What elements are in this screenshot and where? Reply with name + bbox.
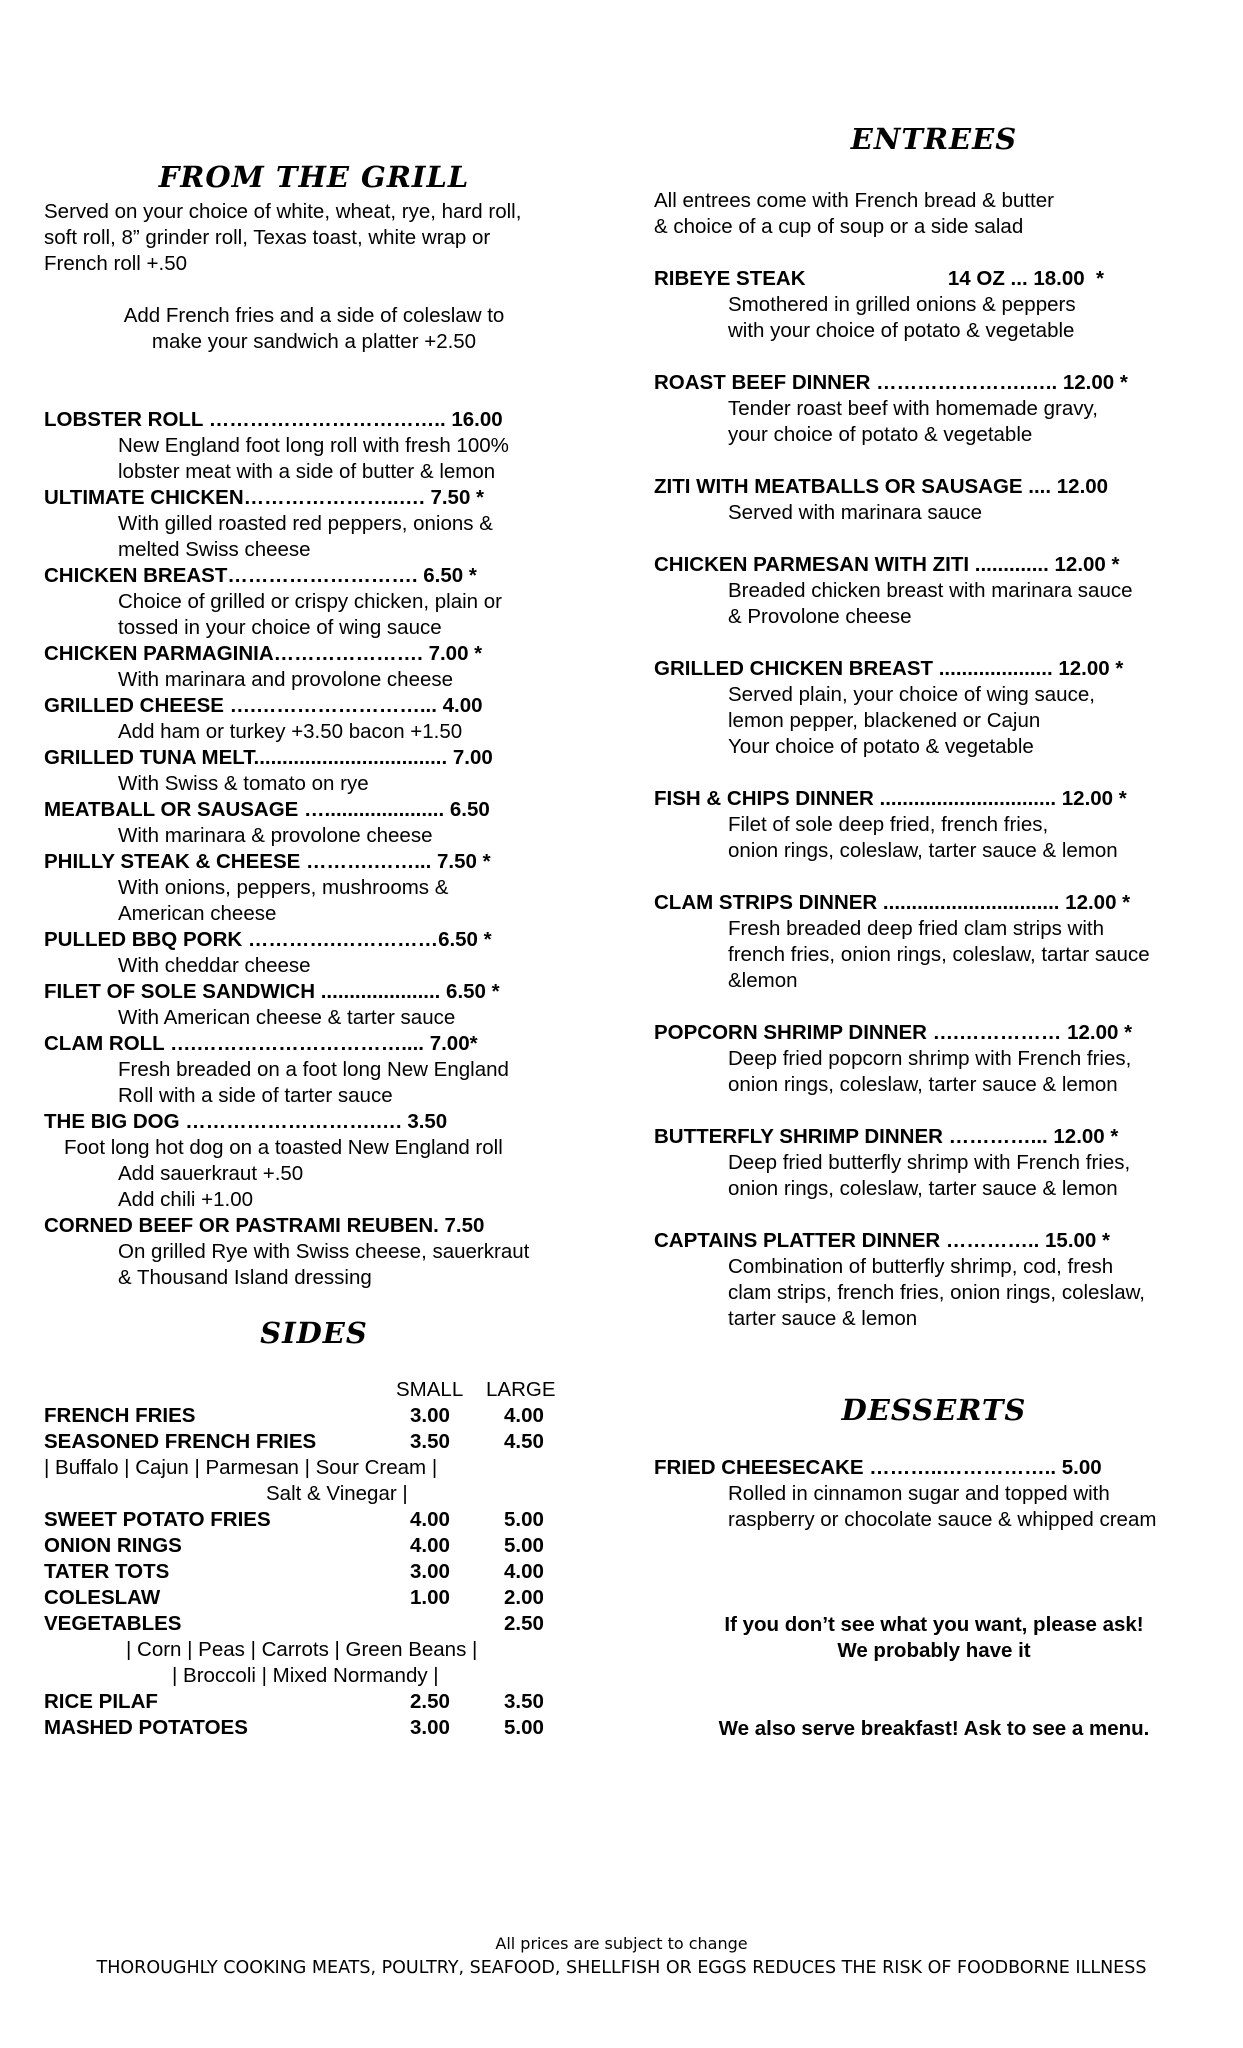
entree-desc: Smothered in grilled onions & peppers [728, 293, 1076, 316]
entree-desc: onion rings, coleslaw, tarter sauce & lemon [728, 1073, 1118, 1096]
entree-ribeye-steak: RIBEYE STEAK 14 OZ ... 18.00 * [654, 267, 1104, 290]
side-name: SEASONED FRENCH FRIES [44, 1430, 317, 1453]
side-name: COLESLAW [44, 1586, 161, 1609]
side-price-small: 1.00 [410, 1586, 450, 1609]
item-desc: Fresh breaded on a foot long New England [118, 1058, 509, 1081]
entree-desc: Served plain, your choice of wing sauce, [728, 683, 1095, 706]
side-price-large: 2.00 [504, 1586, 544, 1609]
side-price-small: 3.00 [410, 1404, 450, 1427]
item-desc: With Swiss & tomato on rye [118, 772, 369, 795]
grill-heading: FROM THE GRILL [158, 160, 470, 194]
item-desc: Add ham or turkey +3.50 bacon +1.50 [118, 720, 463, 743]
grill-intro-2: soft roll, 8” grinder roll, Texas toast, white wrap or [44, 226, 491, 249]
dessert-desc: raspberry or chocolate sauce & whipped cream [728, 1508, 1157, 1531]
menu-item-ultimate-chicken: ULTIMATE CHICKEN…………………..…. 7.50 * [44, 486, 485, 509]
dessert-fried-cheesecake: FRIED CHEESECAKE ………..…………….. 5.00 [654, 1456, 1102, 1479]
entree-desc: Fresh breaded deep fried clam strips with [728, 917, 1105, 940]
item-desc: Foot long hot dog on a toasted New England roll [64, 1136, 503, 1159]
side-name: TATER TOTS [44, 1560, 170, 1583]
entree-desc: tarter sauce & lemon [728, 1307, 918, 1330]
entree-desc: onion rings, coleslaw, tarter sauce & lemon [728, 839, 1118, 862]
item-desc: New England foot long roll with fresh 100% [118, 434, 509, 457]
sides-heading: SIDES [260, 1316, 368, 1350]
menu-item-meatball-or-sausage: MEATBALL OR SAUSAGE …..................... 6.50 [44, 798, 490, 821]
side-price-small: 2.50 [410, 1690, 450, 1713]
menu-item-chicken-breast: CHICKEN BREAST………………………. 6.50 * [44, 564, 477, 587]
item-desc: & Thousand Island dressing [118, 1266, 372, 1289]
side-name: FRENCH FRIES [44, 1404, 196, 1427]
veg-options-1: | Corn | Peas | Carrots | Green Beans | [126, 1638, 478, 1661]
ask-note-1: If you don’t see what you want, please ask! [724, 1613, 1144, 1636]
item-add: Add sauerkraut +.50 [118, 1162, 304, 1185]
entrees-intro-2: & choice of a cup of soup or a side salad [654, 215, 1024, 238]
side-price-small: 4.00 [410, 1534, 450, 1557]
side-name: SWEET POTATO FRIES [44, 1508, 271, 1531]
platter-note-2: make your sandwich a platter +2.50 [151, 330, 477, 353]
menu-item-big-dog: THE BIG DOG ……………………….…. 3.50 [44, 1110, 448, 1133]
entree-desc: clam strips, french fries, onion rings, coleslaw, [728, 1281, 1145, 1304]
side-price-small: 3.00 [410, 1560, 450, 1583]
item-desc: American cheese [118, 902, 277, 925]
side-price-small: 4.00 [410, 1508, 450, 1531]
item-desc: With gilled roasted red peppers, onions & [118, 512, 493, 535]
side-price-large: 4.00 [504, 1560, 544, 1583]
dessert-desc: Rolled in cinnamon sugar and topped with [728, 1482, 1110, 1505]
entree-captains-platter: CAPTAINS PLATTER DINNER ………….. 15.00 * [654, 1229, 1110, 1252]
entree-desc: Served with marinara sauce [728, 501, 983, 524]
breakfast-note: We also serve breakfast! Ask to see a menu. [718, 1717, 1150, 1740]
grill-intro-3: French roll +.50 [44, 252, 187, 275]
entree-desc: your choice of potato & vegetable [728, 423, 1033, 446]
entree-clam-strips: CLAM STRIPS DINNER ............................... 12.00 * [654, 891, 1131, 914]
side-name: RICE PILAF [44, 1690, 158, 1713]
item-desc: With marinara and provolone cheese [118, 668, 454, 691]
prices-disclaimer: All prices are subject to change [495, 1934, 748, 1953]
item-desc: On grilled Rye with Swiss cheese, sauerkraut [118, 1240, 530, 1263]
entree-desc: Deep fried butterfly shrimp with French fries, [728, 1151, 1131, 1174]
food-safety-warning: THOROUGHLY COOKING MEATS, POULTRY, SEAFOOD, SHELLFISH OR EGGS REDUCES THE RISK OF FOODBORNE ILLNESS [96, 1958, 1147, 1978]
side-price-large: 4.00 [504, 1404, 544, 1427]
side-price-large: 5.00 [504, 1534, 544, 1557]
entree-desc: Tender roast beef with homemade gravy, [728, 397, 1098, 420]
entree-desc: Combination of butterfly shrimp, cod, fresh [728, 1255, 1114, 1278]
menu-item-clam-roll: CLAM ROLL ….………………………….... 7.00* [44, 1032, 478, 1055]
menu-item-chicken-parmaginia: CHICKEN PARMAGINIA…………………. 7.00 * [44, 642, 483, 665]
side-price-large: 5.00 [504, 1716, 544, 1739]
side-price-large: 4.50 [504, 1430, 544, 1453]
side-name: MASHED POTATOES [44, 1716, 248, 1739]
entree-desc: Breaded chicken breast with marinara sauce [728, 579, 1133, 602]
entree-desc: & Provolone cheese [728, 605, 912, 628]
item-desc: Roll with a side of tarter sauce [118, 1084, 393, 1107]
fries-flavors-1: | Buffalo | Cajun | Parmesan | Sour Cream | [44, 1456, 438, 1479]
item-desc: melted Swiss cheese [118, 538, 311, 561]
entree-popcorn-shrimp: POPCORN SHRIMP DINNER ….…………… 12.00 * [654, 1021, 1133, 1044]
item-desc: With onions, peppers, mushrooms & [118, 876, 449, 899]
item-desc: lobster meat with a side of butter & lemon [118, 460, 496, 483]
side-price-small: 3.00 [410, 1716, 450, 1739]
entree-desc: french fries, onion rings, coleslaw, tartar sauce [728, 943, 1150, 966]
entree-fish-chips: FISH & CHIPS DINNER ............................... 12.00 * [654, 787, 1127, 810]
entree-ziti-meatballs: ZITI WITH MEATBALLS OR SAUSAGE .... 12.00 [654, 475, 1109, 498]
menu-item-grilled-cheese: GRILLED CHEESE ….……………………... 4.00 [44, 694, 483, 717]
menu-item-grilled-tuna-melt: GRILLED TUNA MELT.................................. 7.00 [44, 746, 493, 769]
sides-header-small: SMALL [396, 1378, 464, 1401]
ask-note-2: We probably have it [837, 1639, 1031, 1662]
entree-grilled-chicken-breast: GRILLED CHICKEN BREAST .................... 12.00 * [654, 657, 1124, 680]
fries-flavors-2: Salt & Vinegar | [266, 1482, 408, 1505]
entree-desc: &lemon [728, 969, 798, 992]
menu-item-reuben: CORNED BEEF OR PASTRAMI REUBEN. 7.50 [44, 1214, 485, 1237]
sides-header-large: LARGE [486, 1378, 556, 1401]
side-price-large: 3.50 [504, 1690, 544, 1713]
platter-note-1: Add French fries and a side of coleslaw to [123, 304, 505, 327]
side-name: ONION RINGS [44, 1534, 182, 1557]
desserts-heading: DESSERTS [841, 1393, 1027, 1427]
item-desc: With marinara & provolone cheese [118, 824, 433, 847]
veg-options-2: | Broccoli | Mixed Normandy | [172, 1664, 439, 1687]
entree-desc: Deep fried popcorn shrimp with French fries, [728, 1047, 1132, 1070]
side-price-large: 5.00 [504, 1508, 544, 1531]
menu-item-filet-of-sole-sandwich: FILET OF SOLE SANDWICH ..................... 6.50 * [44, 980, 500, 1003]
item-desc: Choice of grilled or crispy chicken, plain or [118, 590, 502, 613]
side-name: VEGETABLES [44, 1612, 182, 1635]
entree-desc: with your choice of potato & vegetable [728, 319, 1075, 342]
entree-desc: Your choice of potato & vegetable [728, 735, 1034, 758]
item-desc: tossed in your choice of wing sauce [118, 616, 442, 639]
entree-chicken-parmesan: CHICKEN PARMESAN WITH ZITI ............. 12.00 * [654, 553, 1120, 576]
item-add: Add chili +1.00 [118, 1188, 254, 1211]
item-desc: With American cheese & tarter sauce [118, 1006, 456, 1029]
entrees-heading: ENTREES [850, 122, 1018, 156]
grill-intro-1: Served on your choice of white, wheat, rye, hard roll, [44, 200, 522, 223]
side-price-small: 3.50 [410, 1430, 450, 1453]
entree-desc: Filet of sole deep fried, french fries, [728, 813, 1049, 836]
menu-item-philly-steak: PHILLY STEAK & CHEESE ……….……... 7.50 * [44, 850, 491, 873]
menu-item-lobster-roll: LOBSTER ROLL …………………………….. 16.00 [44, 408, 503, 431]
entree-desc: onion rings, coleslaw, tarter sauce & lemon [728, 1177, 1118, 1200]
menu-item-pulled-bbq-pork: PULLED BBQ PORK ………….……………6.50 * [44, 928, 492, 951]
entree-butterfly-shrimp: BUTTERFLY SHRIMP DINNER …………... 12.00 * [654, 1125, 1119, 1148]
side-price-large: 2.50 [504, 1612, 544, 1635]
entrees-intro-1: All entrees come with French bread & butter [654, 189, 1054, 212]
entree-desc: lemon pepper, blackened or Cajun [728, 709, 1041, 732]
entree-roast-beef: ROAST BEEF DINNER ………………….….. 12.00 * [654, 371, 1128, 394]
item-desc: With cheddar cheese [118, 954, 311, 977]
